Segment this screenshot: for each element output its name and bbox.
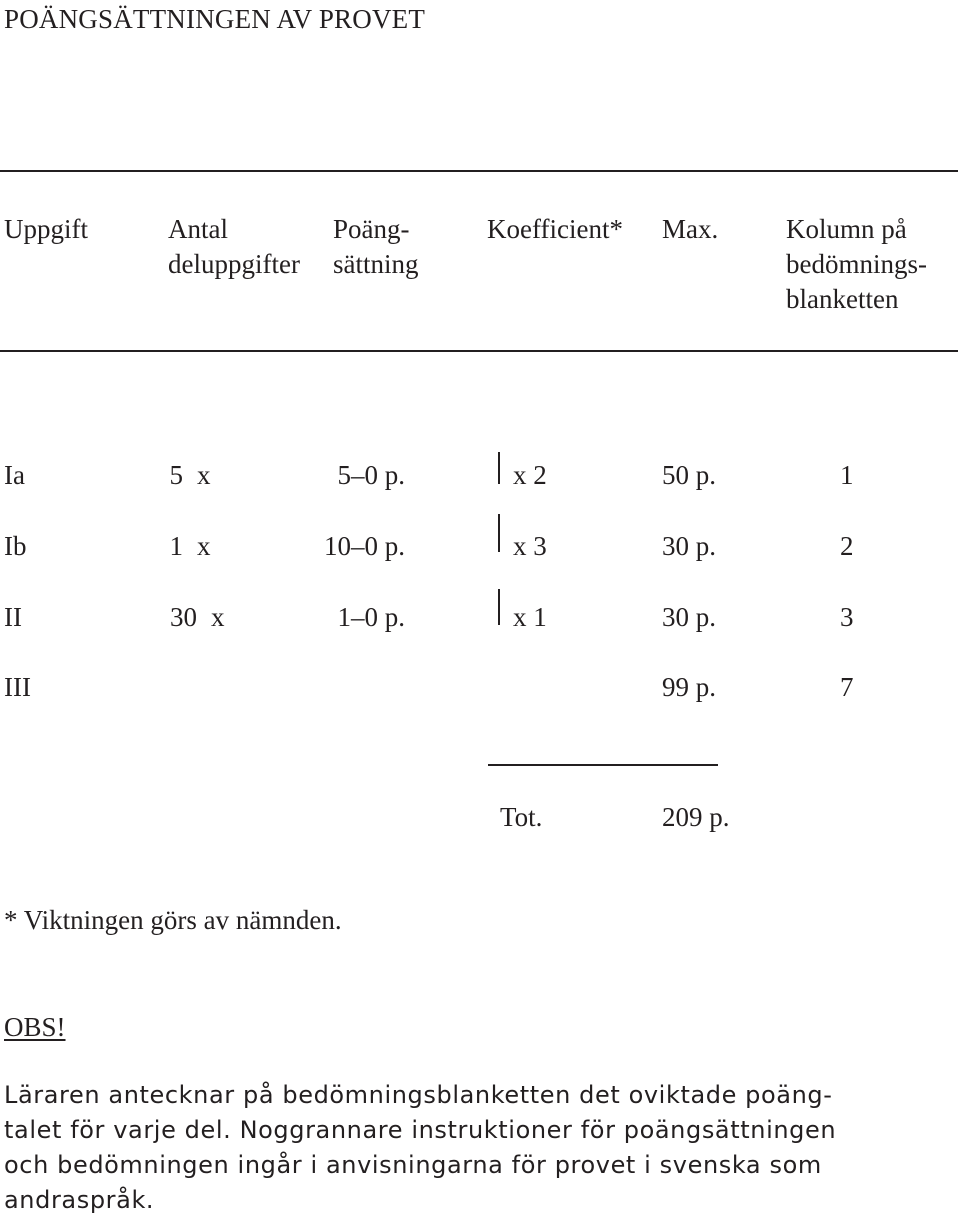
row-ib-poang: 10–0 p. (324, 531, 405, 561)
row-ib-max: 30 p. (662, 531, 716, 561)
total-rule (488, 764, 718, 766)
row-ii-x: x (211, 602, 225, 632)
row-ia-max: 50 p. (662, 460, 716, 490)
table-top-rule (0, 170, 958, 172)
row-ib-divider (498, 514, 500, 552)
row-iii-max: 99 p. (662, 672, 716, 702)
paragraph-line-3: och bedömningen ingår i anvisningarna för provet i svenska som (4, 1151, 822, 1179)
row-ib-antal: 1 (169, 531, 183, 561)
row-iii-uppgift: III (4, 672, 31, 702)
row-iii-kolumn: 7 (840, 672, 854, 702)
row-ia-kolumn: 1 (840, 460, 854, 490)
row-ib-kolumn: 2 (840, 531, 854, 561)
paragraph-line-4: andraspråk. (4, 1186, 155, 1214)
row-ib-x: x (197, 531, 211, 561)
header-uppgift: Uppgift (4, 214, 88, 244)
row-ib-koefficient: x 3 (513, 531, 547, 561)
row-ib-uppgift: Ib (4, 531, 27, 561)
total-value: 209 p. (662, 802, 730, 832)
page-title: POÄNGSÄTTNINGEN AV PROVET (4, 4, 426, 34)
header-kolumn-line1: Kolumn på (786, 214, 907, 244)
header-antal-line1: Antal (168, 214, 228, 244)
row-ii-uppgift: II (4, 602, 22, 632)
header-max: Max. (662, 214, 719, 244)
row-ia-poang: 5–0 p. (337, 460, 405, 490)
obs-label: OBS! (4, 1012, 66, 1042)
row-ia-antal: 5 (169, 460, 183, 490)
row-ii-divider (498, 589, 500, 625)
footnote: * Viktningen görs av nämnden. (4, 905, 342, 935)
paragraph-line-1: Läraren antecknar på bedömningsblanketten det oviktade poäng- (4, 1081, 833, 1109)
row-ia-uppgift: Ia (4, 460, 25, 490)
header-kolumn-line3: blanketten (786, 284, 899, 314)
header-bottom-rule (0, 350, 958, 352)
row-ia-x: x (197, 460, 211, 490)
row-ia-koefficient: x 2 (513, 460, 547, 490)
header-kolumn-line2: bedömnings- (786, 249, 927, 279)
row-ii-antal: 30 (170, 602, 197, 632)
header-poang-line1: Poäng- (333, 214, 410, 244)
header-koefficient: Koefficient* (487, 214, 623, 244)
total-label: Tot. (500, 802, 543, 832)
row-ia-divider (498, 452, 500, 484)
header-antal-line2: deluppgifter (168, 249, 300, 279)
row-ii-kolumn: 3 (840, 602, 854, 632)
row-ii-poang: 1–0 p. (337, 602, 405, 632)
row-ii-koefficient: x 1 (513, 602, 547, 632)
row-ii-max: 30 p. (662, 602, 716, 632)
header-poang-line2: sättning (333, 249, 419, 279)
paragraph-line-2: talet för varje del. Noggrannare instruktioner för poängsättningen (4, 1116, 837, 1144)
